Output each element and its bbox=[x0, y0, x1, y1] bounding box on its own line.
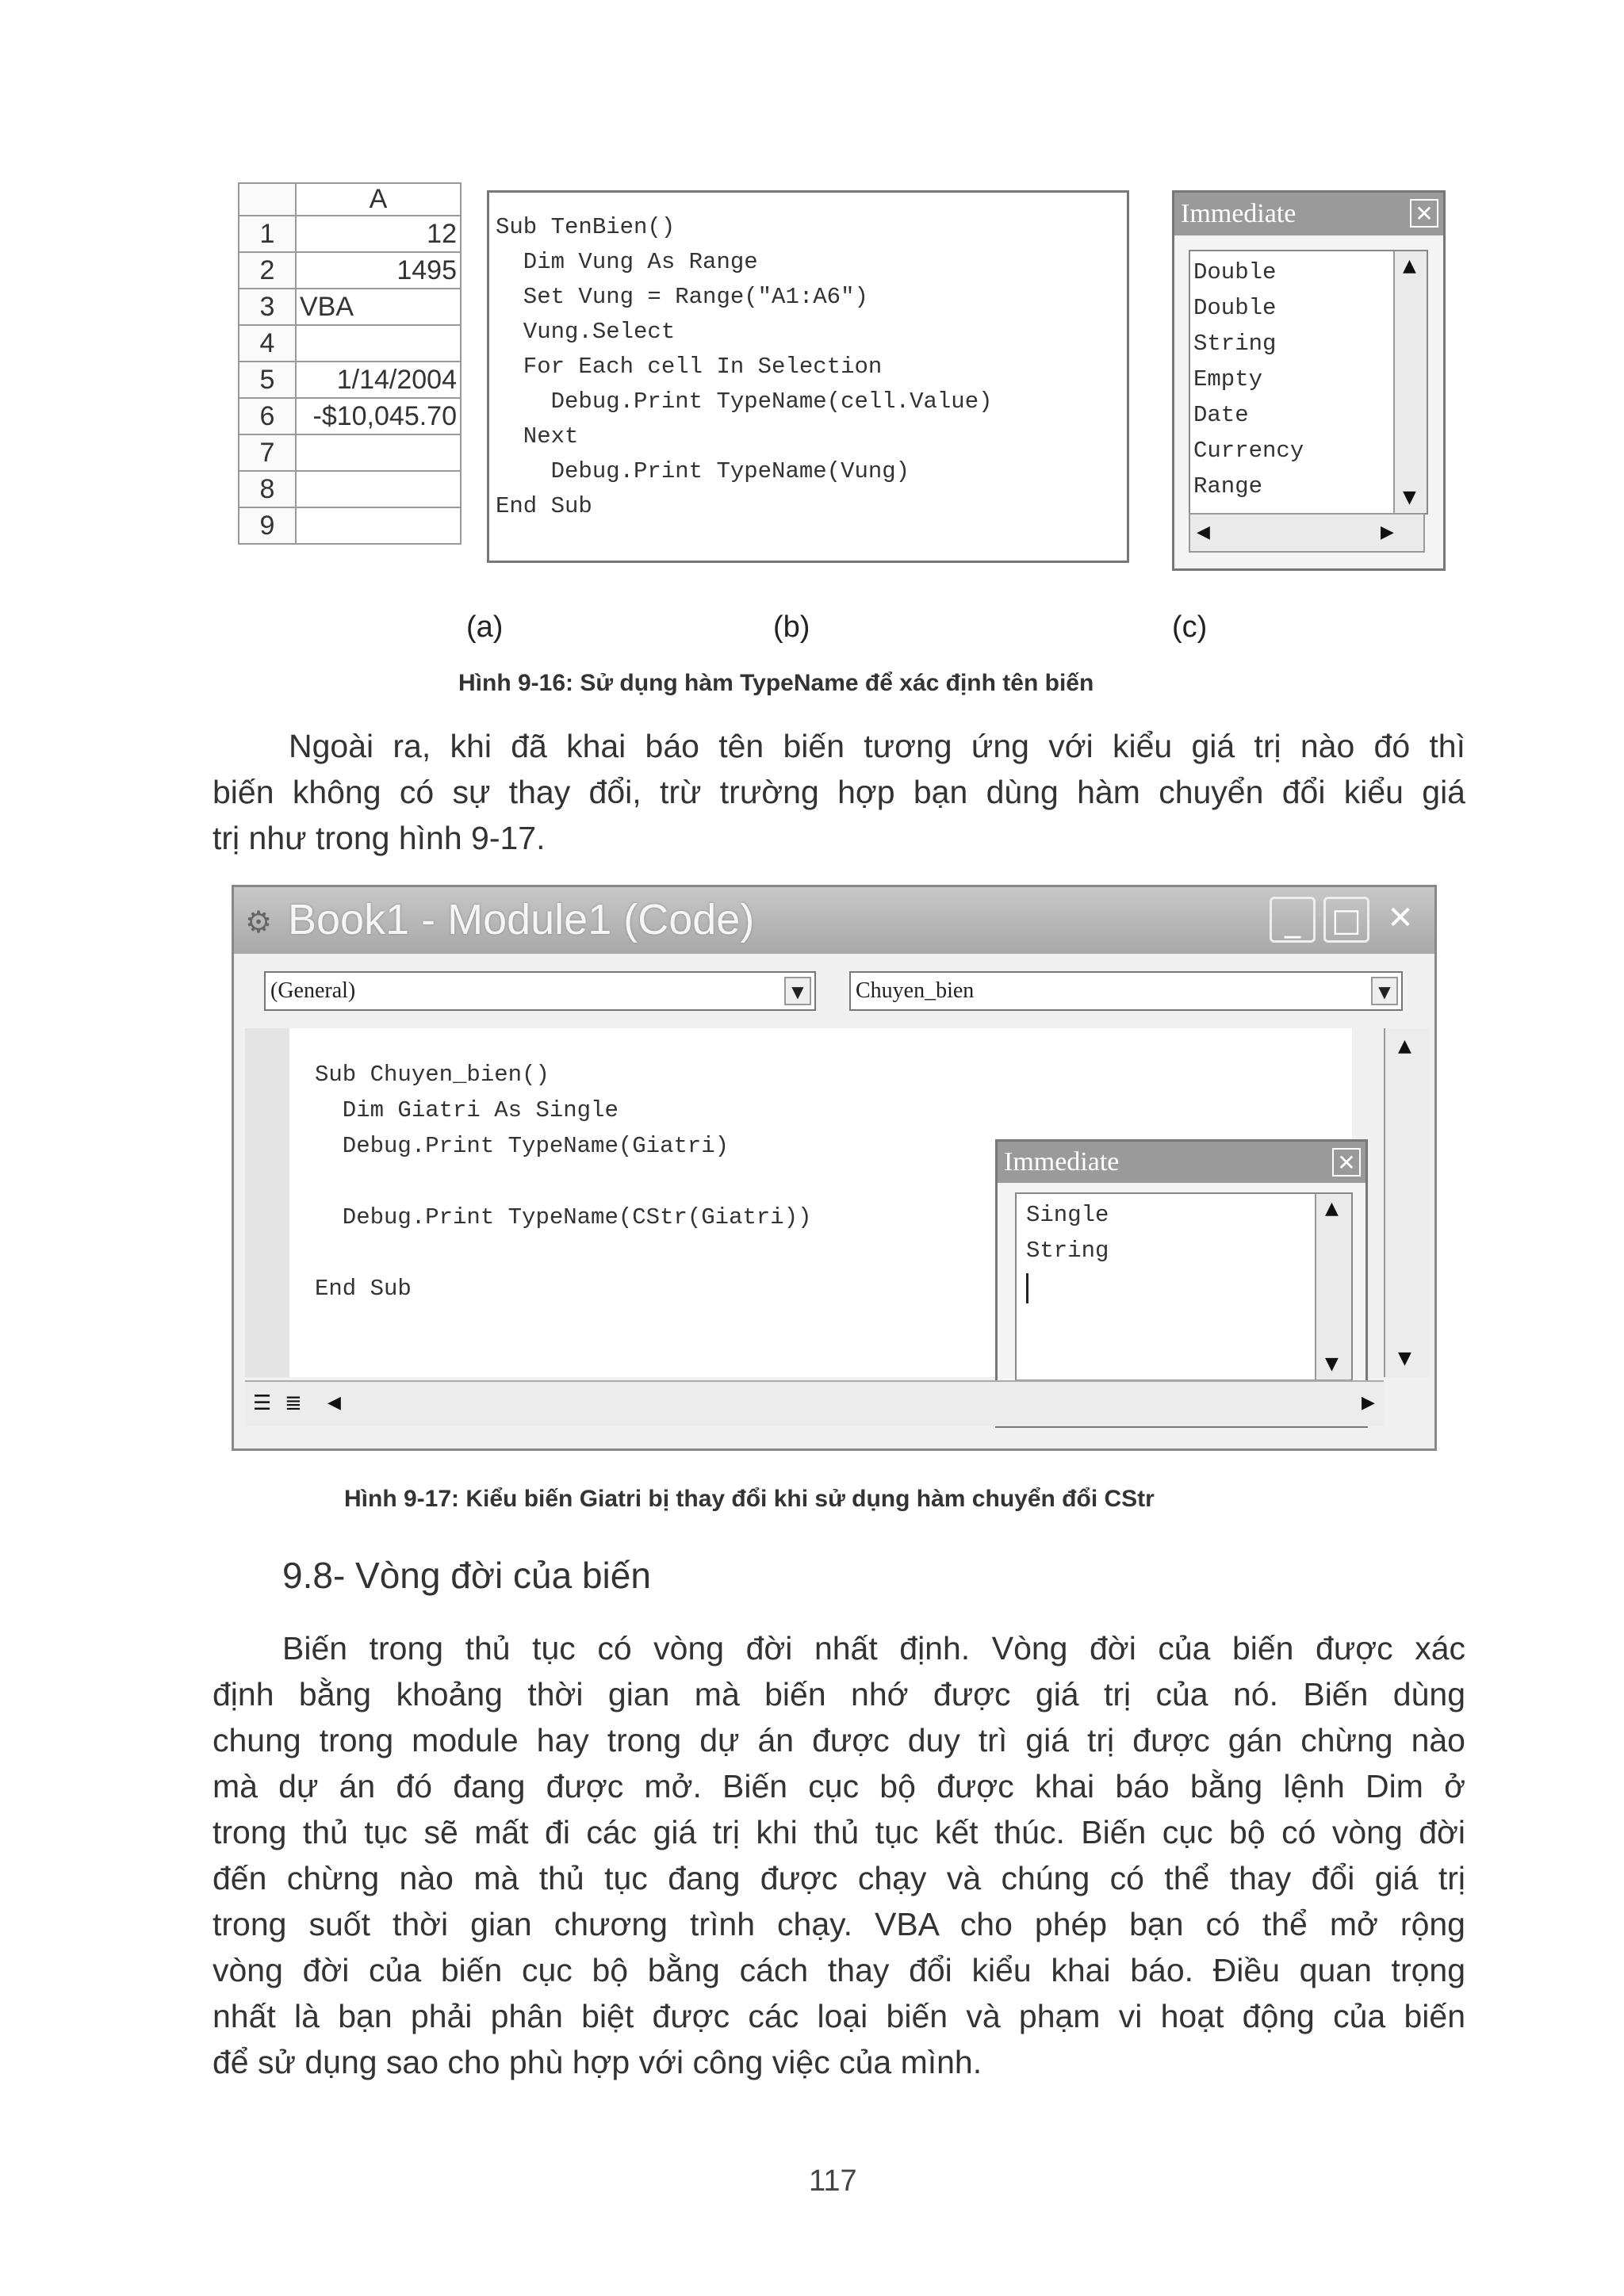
editor-vertical-scrollbar[interactable] bbox=[1384, 1028, 1430, 1377]
code-line: Sub TenBien() bbox=[496, 214, 676, 240]
row-header: 8 bbox=[239, 471, 296, 507]
immediate-title: Immediate bbox=[1004, 1147, 1120, 1177]
immediate-item: Currency bbox=[1193, 438, 1304, 464]
table-row bbox=[239, 434, 461, 471]
code-line: For Each cell In Selection bbox=[496, 354, 883, 380]
row-header: 7 bbox=[239, 434, 296, 471]
close-icon[interactable]: ✕ bbox=[1410, 199, 1438, 228]
code-line: End Sub bbox=[315, 1276, 412, 1302]
window-title: Book1 - Module1 (Code) bbox=[288, 896, 755, 943]
code-editor[interactable] bbox=[289, 1028, 1356, 1377]
spreadsheet-table bbox=[238, 182, 462, 545]
figure-caption-917: Hình 9-17: Kiểu biến Giatri bị thay đổi khi sử dụng hàm chuyển đổi CStr bbox=[344, 1486, 1155, 1512]
code-line: Next bbox=[496, 423, 579, 450]
paragraph-line: trong thủ tục sẽ mất đi các giá trị khi thủ tục kết thúc. Biến cục bộ có vòng đời bbox=[213, 1814, 1465, 1850]
cell-value: 1495 bbox=[296, 252, 461, 289]
text-cursor bbox=[1026, 1273, 1028, 1303]
module-icon: ⚙ bbox=[245, 905, 273, 939]
minimize-icon[interactable]: _ bbox=[1270, 897, 1316, 943]
immediate-item: String bbox=[1026, 1238, 1109, 1264]
margin-indicator-bar bbox=[245, 1028, 291, 1377]
scroll-up-icon[interactable]: ▲ bbox=[1398, 1036, 1411, 1056]
object-combo[interactable] bbox=[264, 971, 816, 1011]
table-row bbox=[239, 289, 461, 325]
immediate-item: Double bbox=[1193, 259, 1277, 285]
paragraph-line: định bằng khoảng thời gian mà biến nhớ được giá trị của nó. Biến dùng bbox=[213, 1676, 1465, 1712]
table-row bbox=[239, 325, 461, 362]
cell-value: VBA bbox=[296, 289, 461, 325]
paragraph-1 bbox=[213, 723, 1465, 861]
code-line: Debug.Print TypeName(CStr(Giatri)) bbox=[315, 1204, 812, 1230]
code-line: Sub Chuyen_bien() bbox=[315, 1062, 550, 1088]
immediate-item: Range bbox=[1193, 473, 1263, 499]
code-line: Dim Giatri As Single bbox=[315, 1097, 619, 1123]
cell-value: 12 bbox=[296, 216, 461, 252]
immediate-item: Date bbox=[1193, 402, 1249, 428]
row-header: 6 bbox=[239, 398, 296, 434]
scroll-left-icon[interactable]: ◀ bbox=[1197, 522, 1210, 542]
code-line: Dim Vung As Range bbox=[496, 249, 758, 275]
figure-label-c: (c) bbox=[1172, 610, 1208, 644]
figure-label-b: (b) bbox=[773, 610, 810, 644]
paragraph-line: Biến trong thủ tục có vòng đời nhất định. Vòng đời của biến được xác bbox=[282, 1630, 1465, 1667]
code-line: Set Vung = Range("A1:A6") bbox=[496, 284, 868, 310]
corner-cell bbox=[239, 183, 296, 216]
page-number: 117 bbox=[809, 2164, 857, 2198]
paragraph-line: mà dự án đó đang được mở. Biến cục bộ được khai báo bằng lệnh Dim ở bbox=[213, 1768, 1465, 1804]
row-header: 5 bbox=[239, 362, 296, 398]
immediate-window-916 bbox=[1172, 190, 1446, 571]
horizontal-scrollbar[interactable] bbox=[1189, 513, 1425, 553]
window-title-bar[interactable] bbox=[234, 887, 1434, 954]
code-line: Debug.Print TypeName(Giatri) bbox=[315, 1133, 730, 1159]
immediate-item: Single bbox=[1026, 1202, 1109, 1228]
table-row bbox=[239, 216, 461, 252]
paragraph-line: đến chừng nào mà thủ tục đang được chạy và chúng có thể thay đổi giá trị bbox=[213, 1860, 1465, 1896]
figure-caption-916: Hình 9-16: Sử dụng hàm TypeName để xác định tên biến bbox=[458, 670, 1094, 696]
scroll-down-icon[interactable]: ▼ bbox=[1325, 1354, 1339, 1374]
table-row bbox=[239, 507, 461, 544]
paragraph-line: để sử dụng sao cho phù hợp với công việc của mình. bbox=[213, 2044, 982, 2080]
immediate-item: String bbox=[1193, 331, 1277, 357]
cell-value bbox=[296, 471, 461, 507]
immediate-output[interactable] bbox=[1015, 1192, 1353, 1381]
paragraph-line: biến không có sự thay đổi, trừ trường hợp bạn dùng hàm chuyển đổi kiểu giá bbox=[213, 774, 1465, 810]
chevron-down-icon[interactable]: ▼ bbox=[1371, 977, 1398, 1005]
close-icon[interactable]: ✕ bbox=[1387, 900, 1414, 936]
table-row bbox=[239, 398, 461, 434]
close-icon[interactable]: ✕ bbox=[1332, 1148, 1361, 1177]
row-header: 1 bbox=[239, 216, 296, 252]
procedure-view-icon[interactable]: ☰ bbox=[253, 1391, 272, 1415]
scroll-down-icon[interactable]: ▼ bbox=[1398, 1349, 1411, 1368]
scroll-right-icon[interactable]: ▶ bbox=[1362, 1393, 1375, 1413]
row-header: 9 bbox=[239, 507, 296, 544]
immediate-item: Double bbox=[1193, 295, 1277, 321]
paragraph-line: trị như trong hình 9-17. bbox=[213, 820, 546, 856]
cell-value bbox=[296, 434, 461, 471]
row-header: 4 bbox=[239, 325, 296, 362]
scroll-right-icon[interactable]: ▶ bbox=[1381, 522, 1394, 542]
figure-label-a: (a) bbox=[466, 610, 504, 644]
code-listing-916 bbox=[487, 190, 1129, 563]
column-header-row bbox=[239, 183, 461, 216]
cell-value: -$10,045.70 bbox=[296, 398, 461, 434]
paragraph-line: vòng đời của biến cục bộ bằng cách thay đổi kiểu khai báo. Điều quan trọng bbox=[213, 1952, 1465, 1988]
scroll-down-icon[interactable]: ▼ bbox=[1403, 488, 1416, 507]
cell-value: 1/14/2004 bbox=[296, 362, 461, 398]
table-row bbox=[239, 252, 461, 289]
full-module-view-icon[interactable]: ≣ bbox=[285, 1391, 302, 1415]
vertical-scrollbar[interactable] bbox=[1393, 251, 1427, 513]
table-row bbox=[239, 362, 461, 398]
paragraph-line: chung trong module hay trong dự án được duy trì giá trị được gán chừng nào bbox=[213, 1722, 1465, 1758]
code-line: Debug.Print TypeName(cell.Value) bbox=[496, 388, 993, 415]
immediate-title-bar[interactable] bbox=[998, 1142, 1365, 1183]
row-header: 2 bbox=[239, 252, 296, 289]
maximize-icon[interactable]: □ bbox=[1323, 897, 1369, 943]
vbe-code-window bbox=[232, 885, 1437, 1451]
scroll-up-icon[interactable]: ▲ bbox=[1325, 1199, 1339, 1219]
object-combo-value: (General) bbox=[270, 978, 356, 1003]
immediate-item: Empty bbox=[1193, 366, 1263, 392]
immediate-items bbox=[1193, 254, 1304, 504]
cell-value bbox=[296, 325, 461, 362]
procedure-combo[interactable] bbox=[849, 971, 1403, 1011]
spreadsheet-figure bbox=[238, 182, 464, 579]
immediate-output[interactable] bbox=[1189, 250, 1428, 515]
paragraph-line: trong suốt thời gian chương trình chạy. VBA cho phép bạn có thể mở rộng bbox=[213, 1906, 1465, 1942]
scroll-left-icon[interactable]: ◀ bbox=[327, 1393, 341, 1413]
column-header-a: A bbox=[296, 183, 461, 216]
code-line: End Sub bbox=[496, 493, 592, 519]
cell-value bbox=[296, 507, 461, 544]
editor-horizontal-scrollbar[interactable] bbox=[245, 1380, 1384, 1426]
section-heading: 9.8- Vòng đời của biến bbox=[282, 1555, 651, 1596]
immediate-title: Immediate bbox=[1181, 199, 1297, 228]
immediate-title-bar[interactable] bbox=[1174, 193, 1443, 235]
row-header: 3 bbox=[239, 289, 296, 325]
code-line: Vung.Select bbox=[496, 319, 676, 345]
table-row bbox=[239, 471, 461, 507]
paragraph-line: nhất là bạn phải phân biệt được các loại biến và phạm vi hoạt động của biến bbox=[213, 1998, 1465, 2034]
procedure-combo-value: Chuyen_bien bbox=[856, 978, 975, 1003]
paragraph-2 bbox=[213, 1625, 1465, 2085]
vertical-scrollbar[interactable] bbox=[1315, 1194, 1351, 1380]
code-line: Debug.Print TypeName(Vung) bbox=[496, 458, 910, 484]
scroll-up-icon[interactable]: ▲ bbox=[1403, 256, 1416, 276]
paragraph-line: Ngoài ra, khi đã khai báo tên biến tương ứng với kiểu giá trị nào đó thì bbox=[289, 728, 1465, 764]
chevron-down-icon[interactable]: ▼ bbox=[784, 977, 811, 1005]
immediate-items bbox=[1026, 1197, 1109, 1303]
